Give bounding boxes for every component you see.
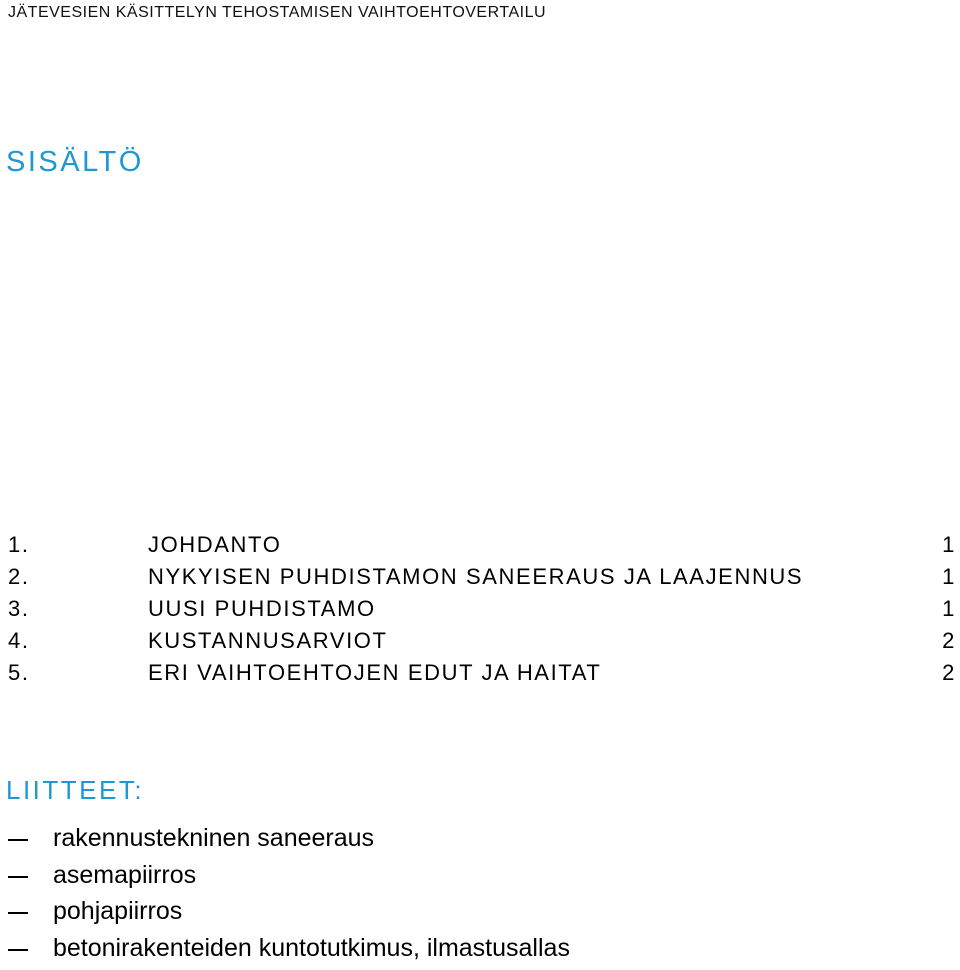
toc-entry-page: 2	[942, 660, 956, 685]
toc-entry-title: KUSTANNUSARVIOT	[148, 628, 388, 653]
toc-entry[interactable]	[8, 564, 956, 596]
dash-bullet-icon	[8, 949, 28, 951]
toc-entry-number: 2.	[8, 564, 30, 589]
appendix-item-label: betonirakenteiden kuntotutkimus, ilmastusallas	[53, 933, 570, 962]
appendix-item-label: rakennustekninen saneeraus	[53, 824, 375, 852]
toc-entry[interactable]	[8, 660, 956, 692]
toc-entry[interactable]	[8, 532, 956, 564]
toc-entry-title: JOHDANTO	[148, 532, 282, 557]
toc-entry-page: 1	[942, 596, 956, 621]
dash-bullet-icon	[8, 839, 28, 841]
toc-entry-page: 2	[942, 628, 956, 653]
dash-bullet-icon	[8, 876, 28, 878]
table-of-contents	[8, 532, 956, 692]
toc-entry-title: UUSI PUHDISTAMO	[148, 596, 376, 621]
dash-bullet-icon	[8, 912, 28, 914]
appendices-heading: LIITTEET:	[6, 775, 145, 805]
toc-entry-title: NYKYISEN PUHDISTAMON SANEERAUS JA LAAJENNUS	[148, 564, 804, 589]
appendix-item-label: pohjapiirros	[53, 897, 183, 925]
document-header-title: JÄTEVESIEN KÄSITTELYN TEHOSTAMISEN VAIHTOEHTOVERTAILU	[8, 4, 547, 21]
toc-entry-page: 1	[942, 532, 956, 557]
toc-heading: SISÄLTÖ	[6, 146, 144, 178]
toc-entry-page: 1	[942, 564, 956, 589]
toc-entry-number: 5.	[8, 660, 30, 685]
toc-entry-number: 4.	[8, 628, 30, 653]
appendix-item-label: asemapiirros	[53, 860, 197, 889]
toc-entry-title: ERI VAIHTOEHTOJEN EDUT JA HAITAT	[148, 660, 602, 685]
toc-entry[interactable]	[8, 596, 956, 628]
toc-entry[interactable]	[8, 628, 956, 660]
toc-entry-number: 3.	[8, 596, 30, 621]
toc-entry-number: 1.	[8, 532, 30, 557]
